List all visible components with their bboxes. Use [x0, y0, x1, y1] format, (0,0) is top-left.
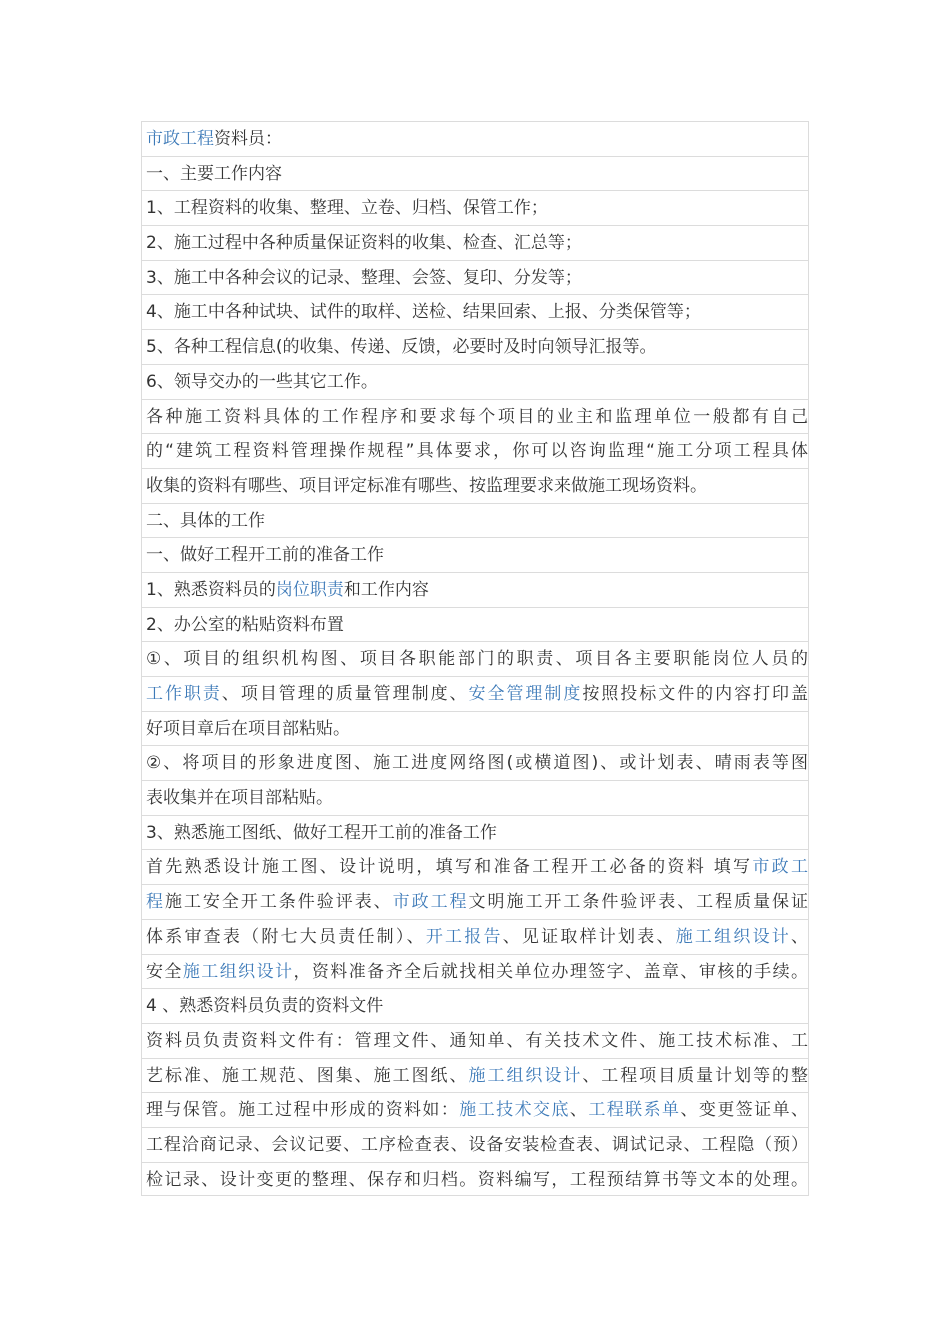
text-run: 3、熟悉施工图纸、做好工程开工前的准备工作 — [146, 822, 497, 843]
link-municipal-engineering[interactable]: 市政工 — [752, 857, 808, 878]
doc-line — [141, 399, 809, 434]
doc-line — [141, 1058, 809, 1093]
doc-line — [141, 190, 809, 225]
doc-line — [141, 1023, 809, 1058]
section-heading: 一、主要工作内容 — [146, 163, 282, 184]
text-run: 表收集并在项目部粘贴。 — [146, 788, 333, 809]
doc-line — [141, 676, 809, 711]
text-run: 资料员： — [214, 129, 282, 149]
doc-line — [141, 260, 809, 295]
doc-line — [141, 364, 809, 399]
doc-line — [141, 1092, 809, 1127]
link-technical-disclosure[interactable]: 施工技术交底 — [459, 1100, 570, 1121]
link-engineering-contact-sheet[interactable]: 工程联系单 — [588, 1100, 681, 1121]
section-heading: 一、做好工程开工前的准备工作 — [146, 545, 384, 566]
section-heading: 二、具体的工作 — [146, 510, 265, 531]
link-construction-organization-design[interactable]: 施工组织设计 — [468, 1065, 583, 1086]
text-run: 首先熟悉设计施工图、设计说明，填写和准备工程开工必备的资料 填写 — [146, 857, 753, 878]
document-body — [141, 121, 809, 1196]
doc-line — [141, 815, 809, 850]
doc-line — [141, 954, 809, 989]
doc-line — [141, 468, 809, 503]
doc-line — [141, 329, 809, 364]
text-run: 和工作内容 — [343, 579, 429, 600]
text-run: 、变更签证单、 — [680, 1100, 809, 1121]
text-run: 资料员负责资料文件有：管理文件、通知单、有关技术文件、施工技术标准、工 — [146, 1030, 808, 1051]
text-run: 4 、熟悉资料员负责的资料文件 — [146, 996, 384, 1017]
link-work-duties[interactable]: 工作职责 — [146, 684, 222, 704]
text-run: 、 — [791, 926, 809, 947]
text-run: 收集的资料有哪些、项目评定标准有哪些、按监理要求来做施工现场资料。 — [146, 475, 707, 496]
doc-line — [141, 641, 809, 676]
text-run: 6、领导交办的一些其它工作。 — [146, 371, 378, 392]
text-run: 5、各种工程信息(的收集、传递、反馈，必要时及时向领导汇报等。 — [146, 337, 657, 358]
text-run: 、见证取样计划表、 — [502, 926, 676, 947]
link-construction-organization-design[interactable]: 施工组织设计 — [675, 926, 792, 947]
text-run: 各种施工资料具体的工作程序和要求每个项目的业主和监理单位一般都有自己 — [146, 406, 808, 427]
text-run: 工程洽商记录、会议记要、工序检查表、设备安装检查表、调试记录、工程隐（预） — [146, 1134, 808, 1155]
text-run: 4、施工中各种试块、试件的取样、送检、结果回索、上报、分类保管等； — [146, 302, 701, 323]
link-municipal-engineering[interactable]: 程 — [146, 892, 165, 913]
doc-line — [141, 745, 809, 780]
doc-line — [141, 919, 809, 954]
text-run: ，资料准备齐全后就找相关单位办理签字、盖章、审核的手续。 — [293, 961, 809, 982]
link-job-duties[interactable]: 岗位职责 — [275, 579, 344, 600]
text-run: 按照投标文件的内容打印盖 — [582, 684, 809, 704]
link-safety-management-system[interactable]: 安全管理制度 — [468, 684, 583, 704]
text-run: 文明施工开工条件验评表、工程质量保证 — [468, 892, 809, 913]
text-run: 、工程项目质量计划等的整 — [582, 1065, 809, 1086]
text-run: 、 — [569, 1100, 589, 1121]
text-run: 2、施工过程中各种质量保证资料的收集、检查、汇总等； — [146, 233, 582, 254]
text-run: 2、办公室的粘贴资料布置 — [146, 614, 344, 635]
text-run: 安全 — [146, 961, 183, 982]
doc-line — [141, 433, 809, 468]
text-run: 艺标准、施工规范、图集、施工图纸、 — [146, 1065, 469, 1086]
link-construction-organization-design[interactable]: 施工组织设计 — [182, 961, 294, 982]
doc-line — [141, 156, 809, 191]
text-run: 1、熟悉资料员的 — [146, 579, 276, 600]
doc-line — [141, 1127, 809, 1162]
doc-line — [141, 849, 809, 884]
text-run: ②、将项目的形象进度图、施工进度网络图(或横道图)、或计划表、晴雨表等图 — [146, 753, 808, 774]
doc-line — [141, 572, 809, 607]
doc-line — [141, 537, 809, 572]
text-run: ①、项目的组织机构图、项目各职能部门的职责、项目各主要职能岗位人员的 — [146, 649, 808, 670]
text-run: 的“建筑工程资料管理操作规程”具体要求，你可以咨询监理“施工分项工程具体 — [146, 441, 808, 462]
doc-line — [141, 121, 809, 156]
doc-line — [141, 1162, 809, 1197]
doc-line — [141, 884, 809, 919]
text-run: 理与保管。施工过程中形成的资料如： — [146, 1100, 460, 1121]
text-run: 检记录、设计变更的整理、保存和归档。资料编写，工程预结算书等文本的处理。 — [146, 1169, 808, 1190]
text-run: 、项目管理的质量管理制度、 — [221, 684, 469, 704]
link-municipal-engineering[interactable]: 市政工程 — [392, 892, 469, 913]
doc-line — [141, 780, 809, 815]
doc-line — [141, 711, 809, 746]
text-run: 施工安全开工条件验评表、 — [164, 892, 393, 913]
text-run: 3、施工中各种会议的记录、整理、会签、复印、分发等； — [146, 267, 582, 288]
doc-line — [141, 503, 809, 538]
text-run: 好项目章后在项目部粘贴。 — [146, 718, 350, 739]
link-municipal-engineering[interactable]: 市政工程 — [146, 129, 214, 149]
text-run: 1、工程资料的收集、整理、立卷、归档、保管工作； — [146, 198, 548, 219]
doc-line — [141, 294, 809, 329]
doc-line — [141, 607, 809, 642]
doc-line — [141, 225, 809, 260]
text-run: 体系审查表（附七大员责任制）、 — [146, 926, 426, 947]
doc-line — [141, 988, 809, 1023]
link-commencement-report[interactable]: 开工报告 — [425, 926, 503, 947]
